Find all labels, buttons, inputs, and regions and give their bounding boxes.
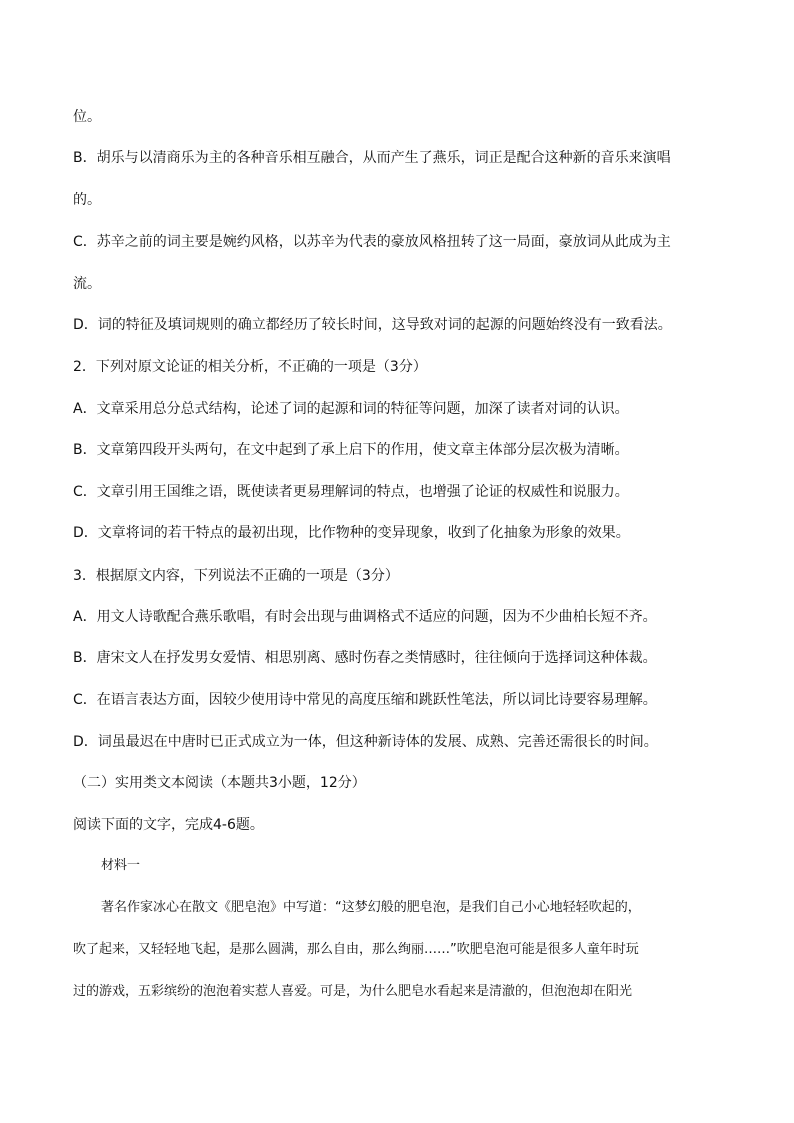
option-b-line: B．唐宋文人在抒发男女爱情、相思别离、感时伤春之类情感时，往往倾向于选择词这种体裁。 <box>73 650 657 666</box>
option-c-line: C．文章引用王国维之语，既使读者更易理解词的特点，也增强了论证的权威性和说服力。 <box>73 484 629 500</box>
text-line: 流。 <box>73 276 101 292</box>
option-b-line: B．胡乐与以清商乐为主的各种音乐相互融合，从而产生了燕乐，词正是配合这种新的音乐来演唱 <box>73 150 671 166</box>
option-d-line: D．词的特征及填词规则的确立都经历了较长时间，这导致对词的起源的问题始终没有一致看法。 <box>73 317 672 333</box>
option-c-line: C．苏辛之前的词主要是婉约风格，以苏辛为代表的豪放风格扭转了这一局面，豪放词从此成为主 <box>73 234 671 250</box>
option-d-line: D．文章将词的若干特点的最初出现，比作物种的变异现象，收到了化抽象为形象的效果。 <box>73 525 630 541</box>
instruction-line: 阅读下面的文字，完成4-6题。 <box>73 817 264 833</box>
option-c-line: C．在语言表达方面，因较少使用诗中常见的高度压缩和跳跃性笔法，所以词比诗要容易理解。 <box>73 692 657 708</box>
option-b-line: B．文章第四段开头两句，在文中起到了承上启下的作用，使文章主体部分层次极为清晰。 <box>73 442 629 458</box>
passage-line: 吹了起来，又轻轻地飞起，是那么圆满，那么自由，那么绚丽……”吹肥皂泡可能是很多人童年时玩 <box>73 942 639 957</box>
option-a-line: A．文章采用总分总式结构，论述了词的起源和词的特征等问题，加深了读者对词的认识。 <box>73 401 629 417</box>
option-a-line: A．用文人诗歌配合燕乐歌唱，有时会出现与曲调格式不适应的问题，因为不少曲柏长短不齐。 <box>73 609 657 625</box>
material-heading: 材料一 <box>101 858 141 873</box>
option-d-line: D．词虽最迟在中唐时已正式成立为一体，但这种新诗体的发展、成熟、完善还需很长的时间。 <box>73 734 658 750</box>
passage-line: 过的游戏，五彩缤纷的泡泡着实惹人喜爱。可是，为什么肥皂水看起来是清澈的，但泡泡却在阳光 <box>73 984 633 999</box>
passage-line: 著名作家冰心在散文《肥皂泡》中写道：“这梦幻般的肥皂泡，是我们自己小心地轻轻吹起的， <box>101 900 641 915</box>
text-line: 的。 <box>73 192 101 208</box>
text-line: 位。 <box>73 109 101 125</box>
question-3: 3．根据原文内容，下列说法不正确的一项是（3分） <box>73 568 399 584</box>
section-heading: （二）实用类文本阅读（本题共3小题，12分） <box>73 775 366 791</box>
question-2: 2．下列对原文论证的相关分析，不正确的一项是（3分） <box>73 359 427 375</box>
